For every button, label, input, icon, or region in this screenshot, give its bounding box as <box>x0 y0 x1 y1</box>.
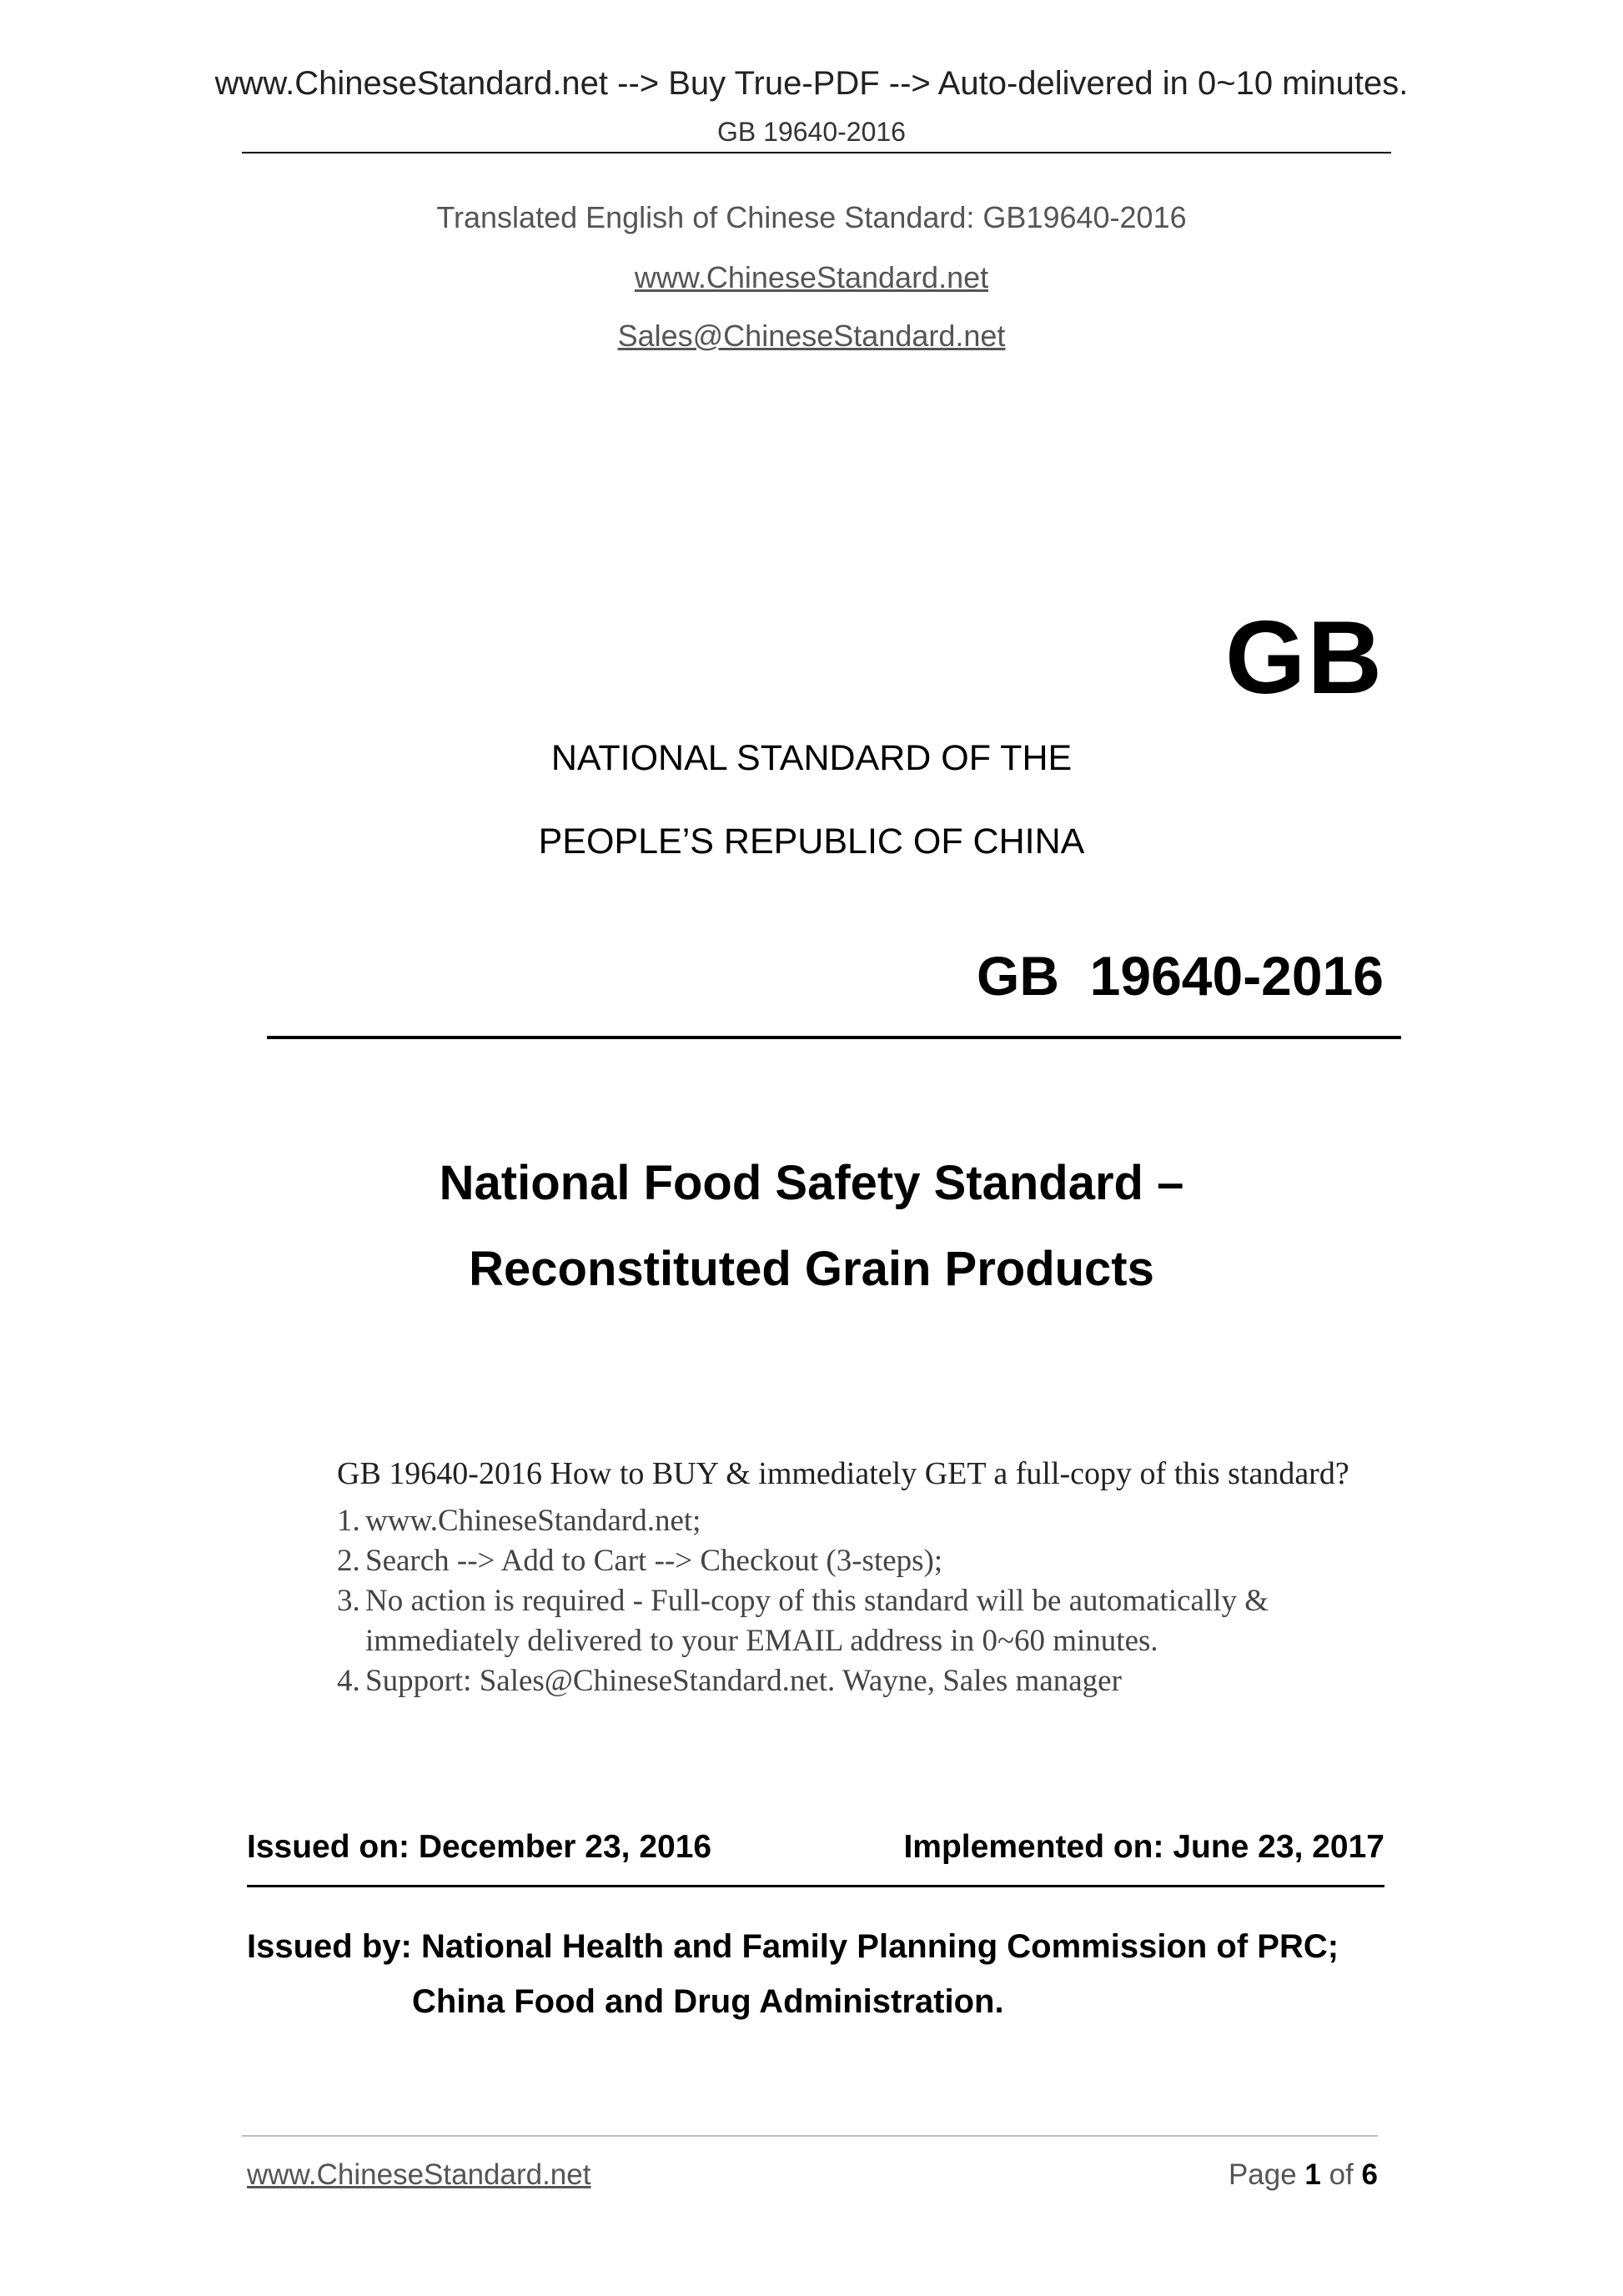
issue-divider <box>247 1885 1384 1887</box>
site-link-row <box>0 260 1623 295</box>
purchase-steps-list <box>337 1501 1366 1701</box>
standard-number-divider <box>267 1036 1401 1039</box>
step-number: 3. <box>337 1584 360 1618</box>
purchase-instructions-heading: GB 19640-2016 How to BUY & immediately GET a full-copy of this standard? <box>337 1456 1349 1491</box>
page-total: 6 <box>1361 2158 1378 2191</box>
issued-by-line-2: China Food and Drug Administration. <box>412 1983 1004 2020</box>
header-divider <box>242 152 1391 153</box>
step-number: 2. <box>337 1544 360 1578</box>
issued-on-date: Issued on: December 23, 2016 <box>247 1829 712 1865</box>
header-standard-code: GB 19640-2016 <box>717 117 906 147</box>
page-current: 1 <box>1304 2158 1321 2191</box>
document-title-line-2: Reconstituted Grain Products <box>469 1242 1154 1296</box>
implemented-on-date: Implemented on: June 23, 2017 <box>903 1829 1384 1865</box>
step-text: Support: Sales@ChineseStandard.net. Wayne, Sales manager <box>365 1664 1122 1698</box>
footer-site-link[interactable]: www.ChineseStandard.net <box>247 2158 591 2191</box>
standard-number: GB 19640-2016 <box>976 945 1384 1007</box>
national-standard-line-2: PEOPLE’S REPUBLIC OF CHINA <box>538 821 1085 862</box>
site-link[interactable]: www.ChineseStandard.net <box>634 260 989 294</box>
translated-notice: Translated English of Chinese Standard: GB19640-2016 <box>436 200 1187 234</box>
step-text: No action is required - Full-copy of this standard will be automatically & immediately delivered to your EMAIL address in 0~60 minutes. <box>365 1584 1269 1658</box>
page-prefix: Page <box>1228 2158 1305 2191</box>
purchase-step <box>337 1501 1366 1541</box>
national-standard-line-1: NATIONAL STANDARD OF THE <box>550 738 1073 778</box>
issued-by-line-1: Issued by: National Health and Family Planning Commission of PRC; <box>247 1928 1339 1965</box>
purchase-step <box>337 1541 1366 1581</box>
sales-email-row <box>0 319 1623 354</box>
header-banner: www.ChineseStandard.net --> Buy True-PDF --> Auto-delivered in 0~10 minutes. <box>214 65 1409 102</box>
gb-logo: GB <box>1225 600 1384 716</box>
footer-divider <box>242 2135 1378 2137</box>
footer-link-row <box>247 2158 590 2192</box>
purchase-step <box>337 1581 1324 1661</box>
sales-email-link[interactable]: Sales@ChineseStandard.net <box>617 319 1006 353</box>
purchase-step <box>337 1661 1366 1701</box>
document-title-line-1: National Food Safety Standard – <box>439 1156 1184 1210</box>
page-mid: of <box>1320 2158 1362 2191</box>
step-text: Search --> Add to Cart --> Checkout (3-steps); <box>365 1544 943 1578</box>
step-text: www.ChineseStandard.net; <box>365 1504 701 1538</box>
step-number: 4. <box>337 1664 360 1698</box>
step-number: 1. <box>337 1504 360 1538</box>
page-indicator <box>1229 2158 1378 2192</box>
